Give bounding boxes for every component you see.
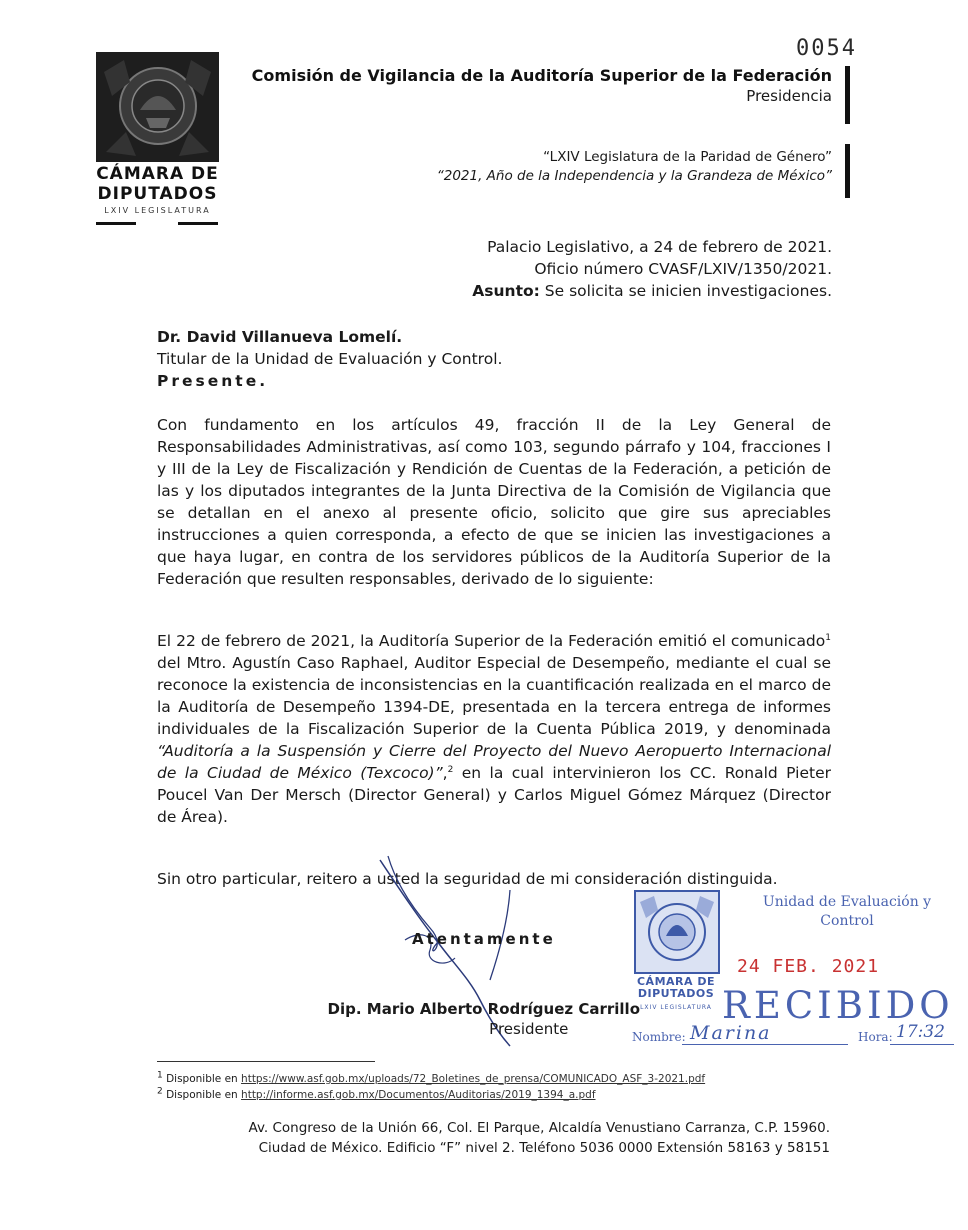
stamp-date: 24 FEB. 2021 <box>737 956 880 977</box>
stamp-chamber-name: CÁMARA DE DIPUTADOS <box>636 975 715 1000</box>
body-paragraph-1: Con fundamento en los artículos 49, fracción II de la Ley General de Responsabilidades Administrativas, así como 103, segundo párrafo y 104, fracciones I y III de la Ley de Fiscalización y Rendición de Cuentas de la Federación, a petición de las y los diputados integrantes de la Junta Directiva de la Comisión de Vigilancia que se detallan en el anexo al presente oficio, solicito que gire sus apreciables instrucciones a quien corresponda, a efecto de que se inicien las investigaciones a que haya lugar, en contra de los servidores públicos de la Auditoría Superior de la Federación que resulten responsables, derivado de lo siguiente: <box>157 416 831 588</box>
page-number: 0054 <box>796 36 857 61</box>
addressee <box>157 326 502 392</box>
footnote-rule <box>157 1061 375 1062</box>
stamp-time-line <box>890 1044 954 1045</box>
motto-line: “2021, Año de la Independencia y la Grandeza de México” <box>436 168 832 184</box>
oficio-number: Oficio número CVASF/LXIV/1350/2021. <box>534 260 832 278</box>
footnote-link[interactable]: http://informe.asf.gob.mx/Documentos/Auditorias/2019_1394_a.pdf <box>241 1089 596 1101</box>
footnotes <box>157 1071 705 1103</box>
stamp-name-line <box>682 1044 848 1045</box>
addressee-title: Titular de la Unidad de Evaluación y Control. <box>157 350 503 368</box>
signer-block <box>328 999 640 1039</box>
stamp-name-value: Marina <box>690 1022 772 1044</box>
body-paragraph-3: Sin otro particular, reitero a usted la seguridad de mi consideración distinguida. <box>157 870 778 888</box>
office-name: Presidencia <box>746 87 832 105</box>
stamp-time-value: 17:32 <box>896 1022 945 1042</box>
footer-address: Av. Congreso de la Unión 66, Col. El Parque, Alcaldía Venustiano Carranza, C.P. 15960. Ciudad de México. Edificio “F” nivel 2. Teléfono 5036 0000 Extensión 58163 y 58151 <box>248 1120 830 1156</box>
letterhead <box>252 66 832 105</box>
chamber-emblem-icon <box>96 52 219 162</box>
logo-rule-right <box>178 222 218 225</box>
signer-role: Presidente <box>489 1020 569 1038</box>
header-bar <box>845 66 850 124</box>
stamp-received: RECIBIDO <box>722 984 954 1027</box>
stamp-time-label: Hora: <box>858 1030 893 1044</box>
footnote-link[interactable]: https://www.asf.gob.mx/uploads/72_Boletines_de_prensa/COMUNICADO_ASF_3-2021.pdf <box>241 1073 706 1085</box>
reference-block <box>472 236 832 302</box>
stamp-name-label: Nombre: <box>632 1030 686 1044</box>
legislature-mottos <box>437 148 832 186</box>
stamp-legislature: LXIV LEGISLATURA <box>640 1004 712 1011</box>
logo-rule-left <box>96 222 136 225</box>
signer-name: Dip. Mario Alberto Rodríguez Carrillo <box>327 1000 640 1018</box>
stamp-unit: Unidad de Evaluación y Control <box>762 894 932 929</box>
addressee-name: Dr. David Villanueva Lomelí. <box>157 328 403 346</box>
body-paragraph-2: El 22 de febrero de 2021, la Auditoría Superior de la Federación emitió el comunicado$^1$ del Mtro. Agustín Caso Raphael, Auditor Especial de Desempeño, mediante el cual se reconoce la existencia de inconsistencias en la cuantificación realizada en el marco de la Auditoría de Desempeño 1394-DE, presentada en la tercera entrega de informes individuales de la Fiscalización Superior de la Cuenta Pública 2019, y denominada “Auditoría a la Suspensión y Cierre del Proyecto del Nuevo Aeropuerto Internacional de la Ciudad de México (Texcoco)”,$^2$ en la cual intervinieron los CC. Ronald Pieter Poucel Van Der Mersch (Director General) y Carlos Miguel Gómez Márquez (Director de Área). <box>157 632 831 826</box>
footnote: $^2$ Disponible en http://informe.asf.gob.mx/Documentos/Auditorias/2019_1394_a.pdf <box>157 1086 596 1101</box>
commission-title: Comisión de Vigilancia de la Auditoría Superior de la Federación <box>251 66 832 85</box>
chamber-name: CÁMARA DE DIPUTADOS <box>96 164 219 204</box>
chamber-legislature: LXIV LEGISLATURA <box>104 206 211 215</box>
greeting: Presente. <box>157 372 269 390</box>
subject-line: Asunto: Se solicita se inicien investigaciones. <box>472 282 832 300</box>
place-date: Palacio Legislativo, a 24 de febrero de 2021. <box>487 238 832 256</box>
footnote: $^1$ Disponible en https://www.asf.gob.mx/uploads/72_Boletines_de_prensa/COMUNICADO_ASF_3-2021.pdf <box>157 1070 706 1085</box>
stamp-emblem-icon <box>634 890 720 974</box>
motto-bar <box>845 144 850 198</box>
closing: Atentamente <box>412 930 556 948</box>
motto-line: “LXIV Legislatura de la Paridad de Género” <box>543 149 832 165</box>
